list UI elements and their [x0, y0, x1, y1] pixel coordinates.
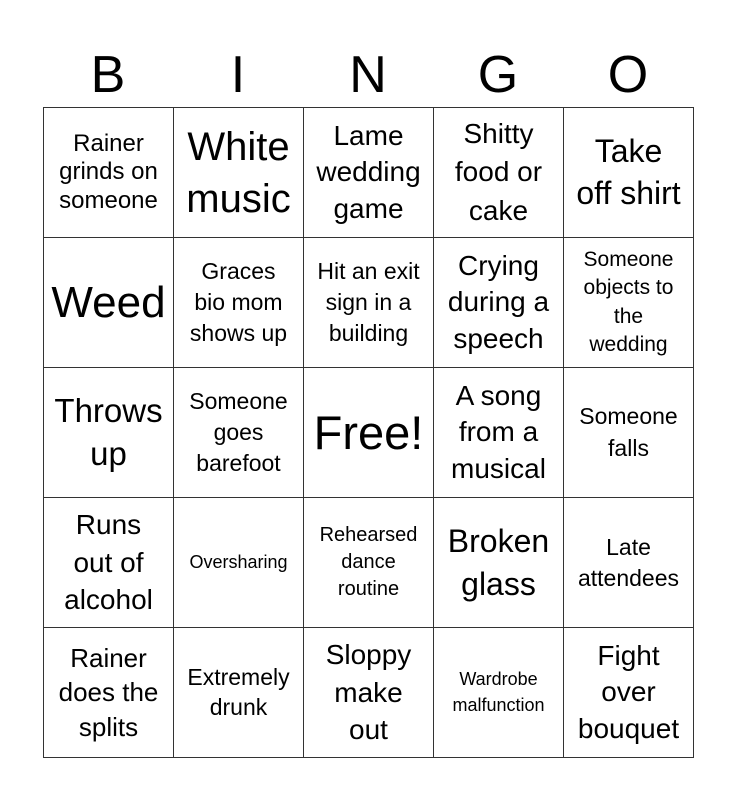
cell-text: Graces bio mom shows up [189, 257, 288, 347]
cell-text: Someone falls [579, 402, 678, 461]
bingo-cell[interactable] [44, 368, 174, 498]
bingo-cell[interactable] [564, 628, 694, 758]
bingo-cell[interactable] [174, 238, 304, 368]
cell-text: A song from a musical [451, 379, 546, 484]
cell-text: Lame wedding game [316, 119, 421, 224]
cell-text: Shitty food or cake [454, 117, 543, 226]
header-letter-o: O [607, 46, 649, 104]
bingo-cell[interactable] [44, 628, 174, 758]
cell-text: Fight over bouquet [577, 639, 680, 744]
cell-text: Runs out of alcohol [64, 508, 153, 616]
bingo-cell[interactable] [174, 108, 304, 238]
cell-text: Wardrobe malfunction [452, 669, 545, 715]
cell-text: Crying during a speech [447, 249, 550, 354]
bingo-cell[interactable] [564, 108, 694, 238]
cell-text: Free! [313, 405, 424, 459]
header-letter-n: N [349, 46, 387, 104]
bingo-cell[interactable] [174, 628, 304, 758]
header-letter-b: B [90, 46, 126, 104]
cell-text: Broken glass [447, 522, 550, 602]
cell-text: Rainer grinds on someone [59, 130, 158, 214]
bingo-card-grid [43, 107, 694, 758]
bingo-cell[interactable] [434, 238, 564, 368]
cell-text: Weed [51, 277, 166, 327]
bingo-cell[interactable] [304, 628, 434, 758]
cell-text: Hit an exit sign in a building [317, 257, 420, 347]
cell-text: Throws up [54, 391, 163, 472]
cell-text: Extremely drunk [187, 663, 290, 720]
bingo-free-space[interactable] [304, 368, 434, 498]
bingo-cell[interactable] [434, 498, 564, 628]
bingo-cell[interactable] [434, 368, 564, 498]
bingo-header [43, 44, 693, 106]
bingo-cell[interactable] [304, 238, 434, 368]
bingo-cell[interactable] [564, 498, 694, 628]
header-letter-g: G [477, 46, 519, 104]
bingo-cell[interactable] [564, 368, 694, 498]
cell-text: Oversharing [189, 551, 288, 572]
cell-text: Take off shirt [576, 132, 681, 211]
cell-text: Late attendees [577, 533, 680, 591]
bingo-cell[interactable] [44, 108, 174, 238]
cell-text: Someone objects to the wedding [583, 248, 674, 356]
bingo-cell[interactable] [174, 368, 304, 498]
bingo-cell[interactable] [44, 498, 174, 628]
bingo-cell[interactable] [44, 238, 174, 368]
bingo-cell[interactable] [304, 108, 434, 238]
cell-text: White music [186, 124, 291, 221]
header-letter-i: I [230, 46, 246, 104]
cell-text: Sloppy make out [325, 638, 412, 746]
bingo-cell[interactable] [564, 238, 694, 368]
bingo-cell[interactable] [304, 498, 434, 628]
bingo-cell[interactable] [174, 498, 304, 628]
cell-text: Rehearsed dance routine [319, 524, 418, 600]
cell-text: Rainer does the splits [58, 642, 159, 742]
bingo-cell[interactable] [434, 628, 564, 758]
bingo-cell[interactable] [434, 108, 564, 238]
cell-text: Someone goes barefoot [189, 387, 288, 477]
